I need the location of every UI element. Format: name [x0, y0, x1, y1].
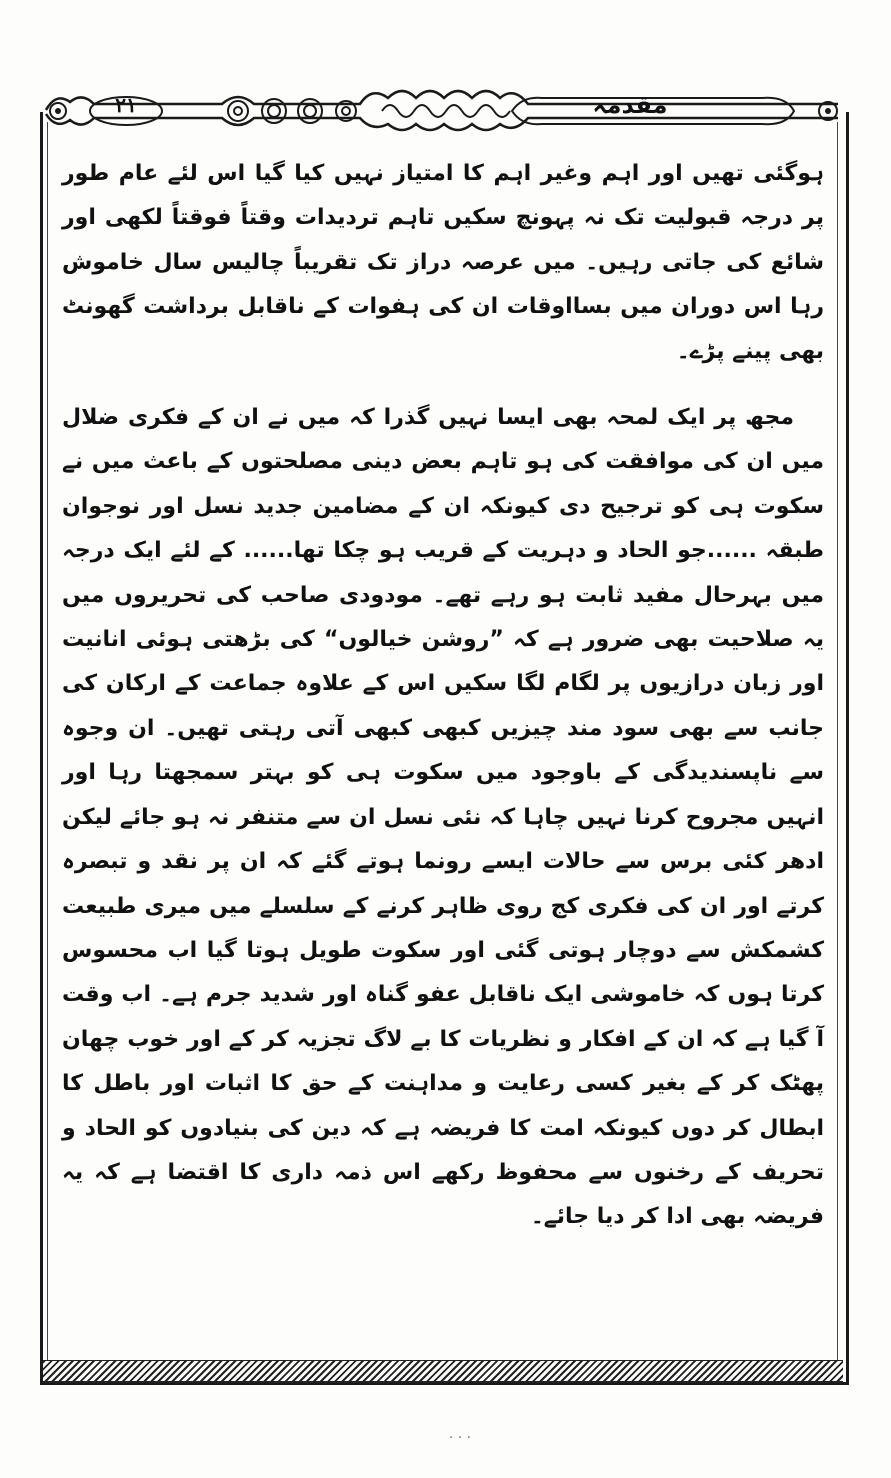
- paragraph-1: ہوگئی تھیں اور اہم وغیر اہم کا امتیاز نہیں کیا گیا اس لئے عام طور پر درجہ قبولیت تک نہ پہونچ سکیں تاہم تردیدات وقتاً فوقتاً لکھی اور شائع کی جاتی رہیں۔ میں عرصہ دراز تک تقریباً چالیس سال خاموش رہا اس دوران میں بسااوقات ان کی ہفوات کے ناقابل برداشت گھونٹ بھی پینے پڑے۔: [62, 161, 824, 364]
- page-number: ۲۱: [115, 93, 137, 117]
- body-text: [62, 152, 824, 1240]
- section-title: مقدمہ: [592, 91, 668, 119]
- paragraph-2: مجھ پر ایک لمحہ بھی ایسا نہیں گذرا کہ میں نے ان کے فکری ضلال میں ان کی موافقت کی ہو تاہم بعض دینی مصلحتوں کے باعث میں نے سکوت ہی کو ترجیح دی کیونکہ ان کے مضامین جدید نسل اور نوجوان طبقہ ......جو الحاد و دہریت کے قریب ہو چکا تھا...... کے لئے ایک درجہ میں بہرحال مفید ثابت ہو رہے تھے۔ مودودی صاحب کی تحریروں میں یہ صلاحیت بھی ضرور ہے کہ ”روشن خیالوں“ کی بڑھتی ہوئی انانیت اور زبان درازیوں پر لگام لگا سکیں اس کے علاوہ جماعت کے ارکان کی جانب سے بھی سود مند چیزیں کبھی کبھی آتی رہتی تھیں۔ ان وجوہ سے ناپسندیدگی کے باوجود میں سکوت ہی کو بہتر سمجھتا رہا اور انہیں مجروح کرنا نہیں چاہا کہ نئی نسل ان سے متنفر نہ ہو جائے لیکن ادھر کئی برس سے حالات ایسے رونما ہوتے گئے کہ ان پر نقد و تبصرہ کرتے اور ان کی فکری کج روی ظاہر کرنے کے سلسلے میں میری طبیعت کشمکش سے دوچار ہوتی گئی اور سکوت طویل ہوتا گیا اب محسوس کرتا ہوں کہ خاموشی ایک ناقابل عفو گناہ اور شدید جرم ہے۔ اب وقت آ گیا ہے کہ ان کے افکار و نظریات کا بے لاگ تجزیہ کر کے اور خوب چھان پھٹک کر کے بغیر کسی رعایت و مداہنت کے حق کا اثبات اور باطل کا ابطال کر دوں کیونکہ امت کا فریضہ ہے کہ دین کی بنیادوں کو الحاد و تحریف کے رخنوں سے محفوظ رکھے اس ذمہ داری کا اقتضا ہے کہ یہ فریضہ بھی ادا کر دیا جائے۔: [62, 405, 824, 1230]
- bottom-border-band: [43, 1360, 843, 1383]
- scan-specks: · · ·: [448, 1430, 472, 1446]
